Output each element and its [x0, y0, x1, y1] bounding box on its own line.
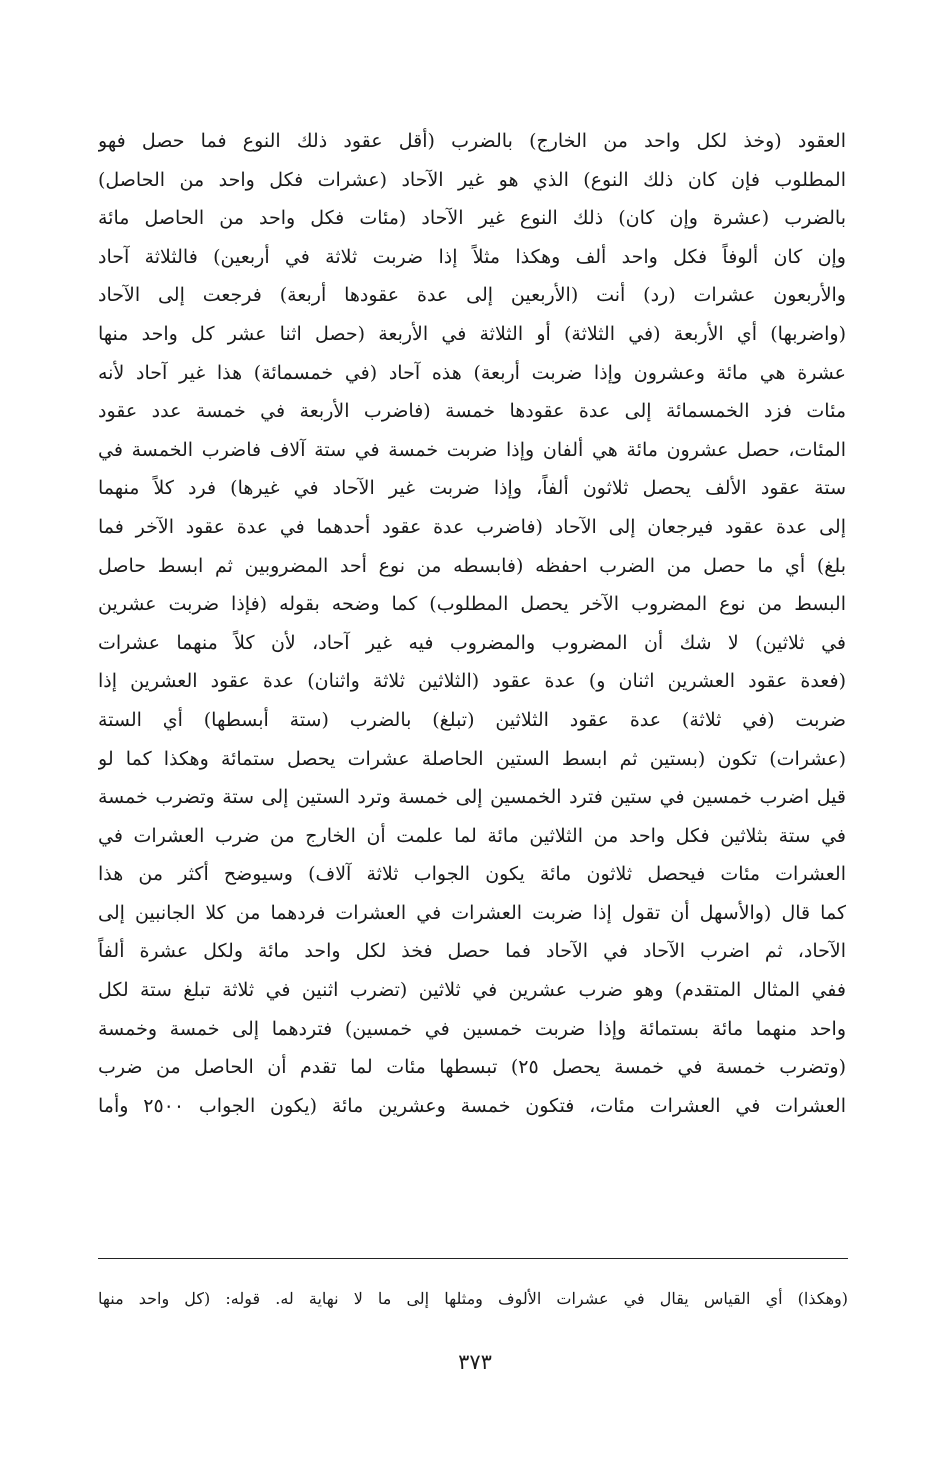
- text-line: في ثلاثين) لا شك أن المضروب والمضروب فيه غير آحاد، لأن كلاً منهما عشرات: [98, 631, 846, 654]
- text-line: العشرات في العشرات مئات، فتكون خمسة وعشرين مائة (يكون الجواب ٢٥٠٠ وأما: [98, 1094, 846, 1117]
- text-line: الآحاد، ثم اضرب الآحاد في الآحاد فما حصل فخذ لكل واحد مائة ولكل عشرة ألفاً: [98, 940, 846, 963]
- text-line: عشرة هي مائة وعشرون وإذا ضربت أربعة) هذه آحاد (في خمسمائة) هذا غير آحاد لأنه: [98, 361, 846, 384]
- footnote: (وهكذا) أي القياس يقال في عشرات الألوف ومثلها إلى ما لا نهاية له. قوله: (كل واحد منها: [98, 1289, 848, 1308]
- text-line: البسط من نوع المضروب الآخر يحصل المطلوب) كما وضحه بقوله (فإذا ضربت عشرين: [98, 593, 846, 616]
- text-line: إلى عدة عقود فيرجعان إلى الآحاد (فاضرب عدة عقود أحدهما في عدة عقود الآخر فما: [98, 515, 846, 538]
- text-line: بلغ) أي ما حصل من الضرب احفظه (فابسطه من نوع أحد المضروبين ثم ابسط حاصل: [98, 554, 846, 577]
- text-line: العقود (وخذ لكل واحد من الخارج) بالضرب (أقل عقود ذلك النوع فما حصل فهو: [98, 130, 846, 152]
- text-line: في ستة بثلاثين فكل واحد من الثلاثين مائة لما علمت أن الخارج من ضرب العشرات في: [98, 824, 846, 847]
- text-line: المئات، حصل عشرون مائة هي ألفان وإذا ضربت خمسة في ستة آلاف فاضرب الخمسة في: [98, 438, 846, 461]
- footnote-separator: [98, 1258, 848, 1259]
- text-line: وإن كان ألوفاً فكل واحد ألف وهكذا مثلاً إذا ضربت ثلاثة في أربعين) فالثلاثة آحاد: [98, 245, 846, 268]
- text-line: كما قال (والأسهل أن تقول إذا ضربت العشرات في العشرات فردهما من كلا الجانبين إلى: [98, 901, 846, 924]
- text-line: المطلوب فإن كان ذلك النوع) الذي هو غير الآحاد (عشرات فكل واحد من الحاصل): [98, 168, 846, 191]
- text-line: واحد منهما مائة بستمائة وإذا ضربت خمسين في خمسين) فتردهما إلى خمسة وخمسة: [98, 1017, 846, 1040]
- main-text-block: [98, 122, 846, 1125]
- text-line: والأربعون عشرات (رد) أنت (الأربعين إلى عدة عقودها أربعة) فرجعت إلى الآحاد: [98, 284, 846, 307]
- text-line: (وتضرب خمسة في خمسة يحصل ٢٥) تبسطها مئات لما تقدم أن الحاصل من ضرب: [98, 1056, 846, 1079]
- text-line: ستة عقود الألف يحصل ثلاثون ألفاً، وإذا ضربت غير الآحاد في غيرها) فرد كلاً منهما: [98, 477, 846, 500]
- text-line: ففي المثال المتقدم) وهو ضرب عشرين في ثلاثين (تضرب اثنين في ثلاثة تبلغ ستة لكل: [98, 979, 846, 1002]
- text-line: (عشرات) تكون (بستين ثم ابسط الستين الحاصلة عشرات يحصل ستمائة وهكذا كما لو: [98, 747, 846, 770]
- text-line: مئات فزد الخمسمائة إلى عدة عقودها خمسة (فاضرب الأربعة في خمسة عدد عقود: [98, 400, 846, 423]
- page-number: ٣٧٣: [458, 1350, 492, 1374]
- text-line: قيل اضرب خمسين في ستين فترد الخمسين إلى خمسة وترد الستين إلى ستة وتضرب خمسة: [98, 786, 846, 809]
- text-line: ضربت (في ثلاثة) عدة عقود الثلاثين (تبلغ) بالضرب (ستة أبسطها) أي الستة: [98, 708, 846, 731]
- text-line: (واضربها) أي الأربعة (في الثلاثة) أو الثلاثة في الأربعة (حصل اثنا عشر كل واحد منها: [98, 322, 846, 345]
- text-line: العشرات مئات فيحصل ثلاثون مائة يكون الجواب ثلاثة آلاف) وسيوضح أكثر من هذا: [98, 863, 846, 886]
- text-line: (فعدة عقود العشرين اثنان و) عدة عقود (الثلاثين ثلاثة واثنان) عدة عقود العشرين إذا: [98, 670, 846, 693]
- text-line: بالضرب (عشرة وإن كان) ذلك النوع غير الآحاد (مئات فكل واحد من الحاصل مائة: [98, 207, 846, 230]
